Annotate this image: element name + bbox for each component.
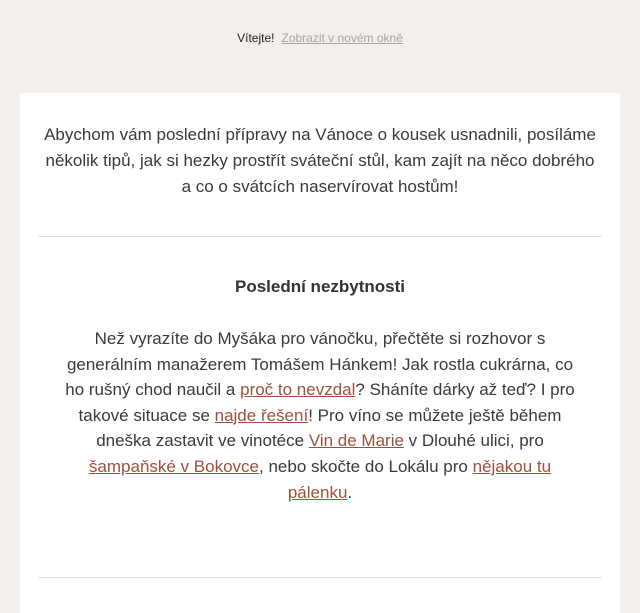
divider-top xyxy=(38,236,602,237)
section-body xyxy=(58,326,582,505)
link-vin-de-marie[interactable]: Vin de Marie xyxy=(308,431,404,451)
body-text-6: . xyxy=(347,482,353,502)
link-najde-reseni[interactable]: najde řešení xyxy=(214,405,309,425)
body-text-2: ? Sháníte dárky až teď? I pro takové situace se xyxy=(78,380,575,425)
body-text-1: Než vyrazíte do Myšáka pro vánočku, přečtěte si rozhovor s generálním manažerem Tomášem Hánkem! Jak rostla cukrárna, co ho rušný chod naučil a xyxy=(65,329,574,400)
greeting-text: Vítejte! xyxy=(237,31,275,45)
link-nejakou-tu-palenku[interactable]: nějakou tu pálenku xyxy=(287,456,552,502)
preheader-bar xyxy=(0,0,640,76)
open-in-new-window-link[interactable]: Zobrazit v novém okně xyxy=(281,31,403,45)
body-text-5: , nebo skočte do Lokálu pro xyxy=(259,456,473,476)
body-text-4: v Dlouhé ulici, pro xyxy=(403,431,544,451)
intro-paragraph: Abychom vám poslední přípravy na Vánoce o kousek usnadnili, posíláme několik tipů, jak si hezky prostřít sváteční stůl, kam zajít na něco dobrého a co o svátcích naservírovat hostům! xyxy=(44,125,596,196)
link-proc-to-nevzdal[interactable]: proč to nevzdal xyxy=(240,380,356,400)
link-sampanske-v-bokovce[interactable]: šampaňské v Bokovce xyxy=(88,456,260,476)
divider-bottom xyxy=(38,577,602,578)
body-text-3: ! Pro víno se můžete ještě během dneška zastavit ve vinotéce xyxy=(96,405,562,451)
section-title: Poslední nezbytnosti xyxy=(234,277,406,296)
